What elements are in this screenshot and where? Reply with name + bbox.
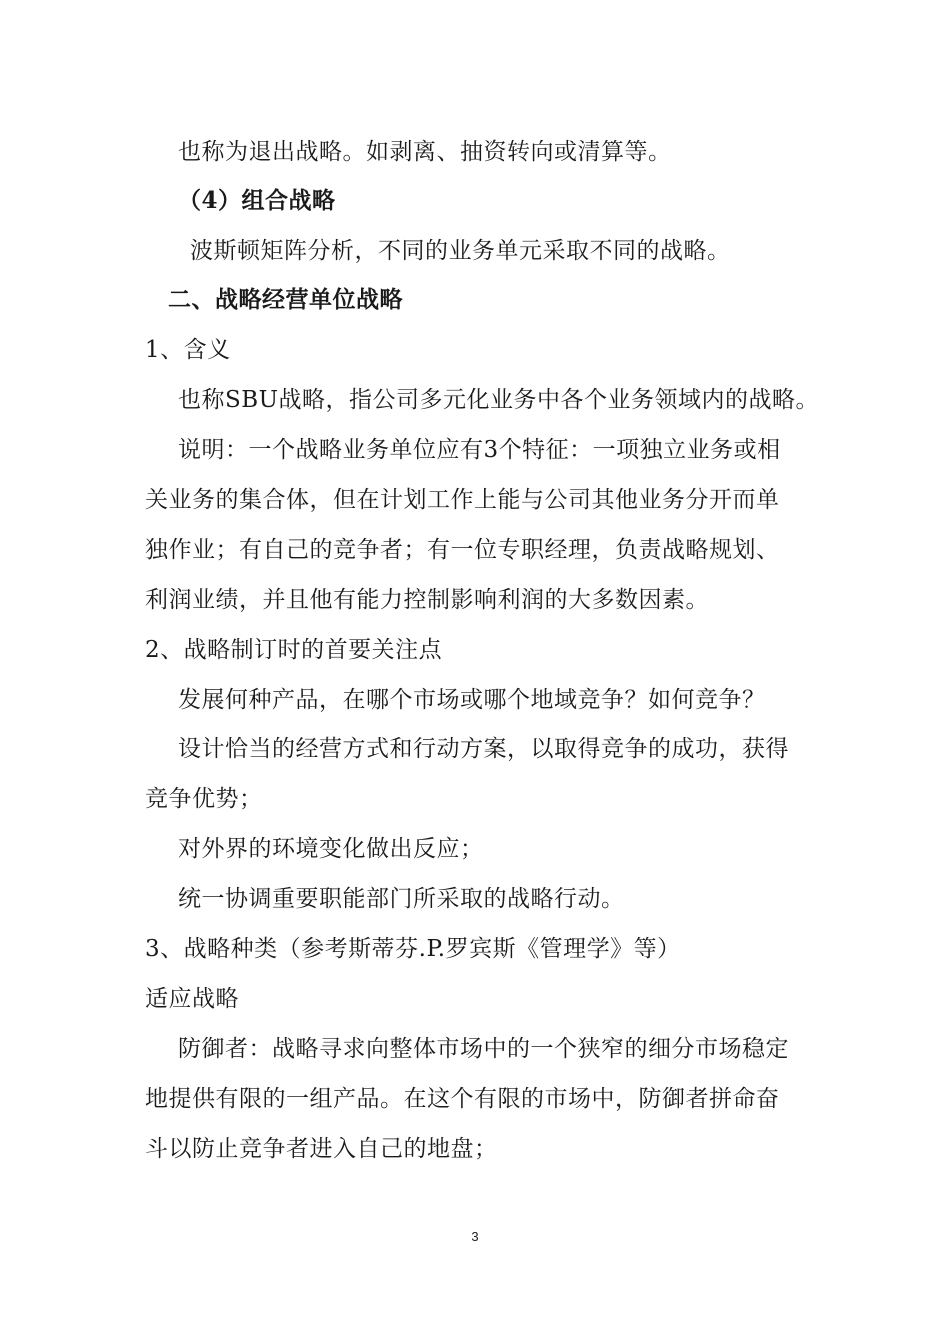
paragraph-line: 也称SBU战略，指公司多元化业务中各个业务领域内的战略。 [178,387,820,413]
subsection-heading: 3、战略种类（参考斯蒂芬.P.罗宾斯《管理学》等） [145,936,681,962]
paragraph-line: 竞争优势； [145,786,263,812]
paragraph-line: 发展何种产品，在哪个市场或哪个地域竞争？如何竞争？ [178,687,766,713]
subsection-heading: 1、含义 [145,337,231,363]
page-number: 3 [471,1229,479,1244]
paragraph-line: 波斯顿矩阵分析，不同的业务单元采取不同的战略。 [190,238,731,264]
paragraph-line: 防御者：战略寻求向整体市场中的一个狭窄的细分市场稳定 [178,1036,789,1062]
subsection-heading: 2、战略制订时的首要关注点 [145,637,443,663]
paragraph-line: 独作业；有自己的竞争者；有一位专职经理，负责战略规划、 [145,537,780,563]
paragraph-line: 适应战略 [145,986,239,1012]
paragraph-line: 说明：一个战略业务单位应有3个特征：一项独立业务或相 [178,437,781,463]
paragraph-line: 对外界的环境变化做出反应； [178,836,484,862]
section-heading: 二、战略经营单位战略 [168,286,403,313]
paragraph-line: 也称为退出战略。如剥离、抽资转向或清算等。 [178,139,672,165]
paragraph-line: 斗以防止竞争者进入自己的地盘； [145,1136,498,1162]
paragraph-line: 地提供有限的一组产品。在这个有限的市场中，防御者拼命奋 [145,1086,780,1112]
paragraph-line: 统一协调重要职能部门所采取的战略行动。 [178,886,625,912]
paragraph-line: 利润业绩，并且他有能力控制影响利润的大多数因素。 [145,587,709,613]
subheading-combination-strategy: （4）组合战略 [178,187,336,214]
paragraph-line: 关业务的集合体，但在计划工作上能与公司其他业务分开而单 [145,487,780,513]
paragraph-line: 设计恰当的经营方式和行动方案，以取得竞争的成功，获得 [178,736,789,762]
